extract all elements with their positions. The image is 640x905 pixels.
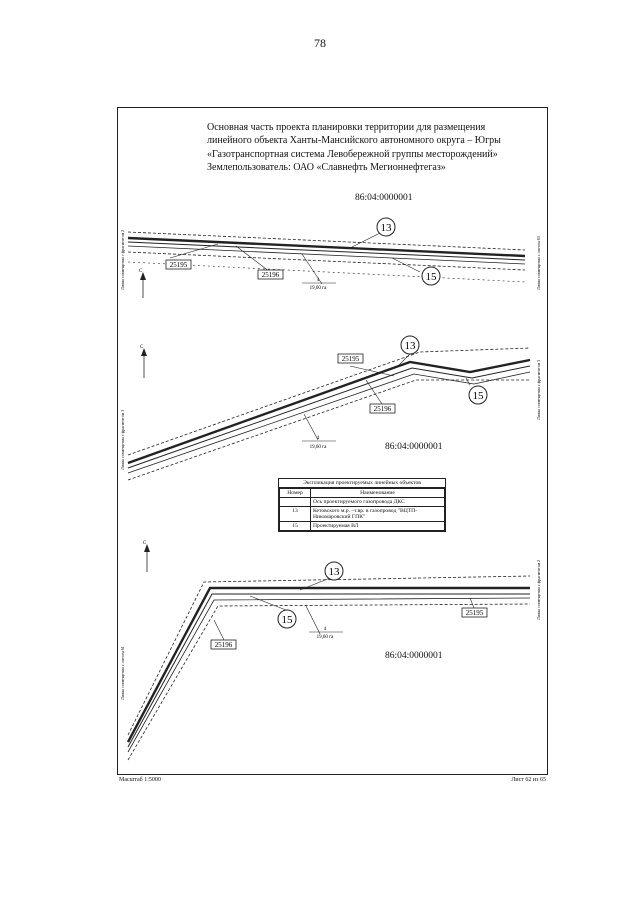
- page-number: 78: [314, 36, 326, 50]
- north-arrow-icon: [144, 544, 150, 572]
- area-value: 19,60 га: [309, 286, 327, 291]
- parcel-label-25195: 25195: [341, 355, 360, 363]
- object-label-15: 15: [472, 390, 484, 402]
- legend-row: [280, 522, 445, 531]
- legend-row-name: Кетовского м.р. –т.вр. в газопровод "ВЦТП-Никомаровский ГПК": [311, 507, 445, 522]
- area-value: 19,60 га: [309, 445, 327, 450]
- junction-label-left: Линия совмещения с фрагментом 2: [120, 229, 125, 290]
- object-label-13: 13: [404, 340, 416, 352]
- parcel-label-25196: 25196: [373, 405, 392, 413]
- footer-sheet: Лист 62 из 65: [511, 777, 546, 783]
- junction-label-left: Линия совмещения с листом 61: [120, 646, 125, 700]
- legend-row: [280, 507, 445, 522]
- legend-caption: Экспликация проектируемых линейных объектов: [279, 479, 445, 488]
- north-label: С: [143, 541, 147, 546]
- north-label: С: [140, 345, 144, 350]
- title-line-4: Землепользователь: ОАО «Славнефть Мегионнефтегаз»: [207, 161, 446, 173]
- object-label-13: 13: [328, 566, 340, 578]
- parcel-label-25195: 25195: [169, 261, 188, 269]
- legend-row: [280, 498, 445, 507]
- north-arrow-icon: [141, 348, 147, 378]
- fragment-2: [128, 348, 530, 480]
- legend-grid: [279, 488, 445, 531]
- legend-row-name: Проектируемая ВЛ: [311, 522, 445, 531]
- junction-label-left: Линия совмещения с фрагментом 1: [120, 409, 125, 470]
- fragment-3: [128, 576, 530, 760]
- fragment-1: [128, 232, 525, 284]
- cadastral-number-1: 86:04:0000001: [355, 193, 413, 203]
- junction-label-right: Линия совмещения с фрагментом 2: [536, 559, 541, 620]
- title-line-3: «Газотранспортная система Левобережной группы месторождений»: [207, 148, 498, 160]
- object-label-15: 15: [281, 614, 293, 626]
- legend-row-number: [280, 498, 311, 507]
- legend-row-name: Ось проектируемого газопровода ДКС: [311, 498, 445, 507]
- legend-row-number: 13: [280, 507, 311, 522]
- legend-row-number: 15: [280, 522, 311, 531]
- footer-scale: Масштаб 1:5000: [119, 777, 161, 783]
- area-value: 19,60 га: [316, 635, 334, 640]
- legend-header-name: Наименование: [311, 489, 445, 498]
- area-id: 4: [323, 627, 327, 632]
- north-label: С: [139, 269, 143, 274]
- title-line-1: Основная часть проекта планировки территории для размещения: [207, 122, 486, 133]
- parcel-label-25196: 25196: [214, 641, 233, 649]
- legend-header-number: Номер: [280, 489, 311, 498]
- title-line-2: линейного объекта Ханты-Мансийского автономного округа – Югры: [207, 135, 501, 147]
- area-id: 4: [316, 278, 320, 283]
- cadastral-number-3: 86:04:0000001: [385, 651, 443, 661]
- parcel-label-25196: 25196: [261, 271, 280, 279]
- object-label-13: 13: [380, 222, 392, 234]
- parcel-label-25195: 25195: [465, 609, 484, 617]
- north-arrow-icon: [140, 272, 146, 298]
- area-id: 4: [316, 436, 320, 441]
- object-label-15: 15: [425, 271, 437, 283]
- legend-table: [278, 478, 446, 532]
- junction-label-right: Линия совмещения с листом 63: [536, 236, 541, 290]
- junction-label-right: Линия совмещения с фрагментом 3: [536, 359, 541, 420]
- cadastral-number-2: 86:04:0000001: [385, 442, 443, 452]
